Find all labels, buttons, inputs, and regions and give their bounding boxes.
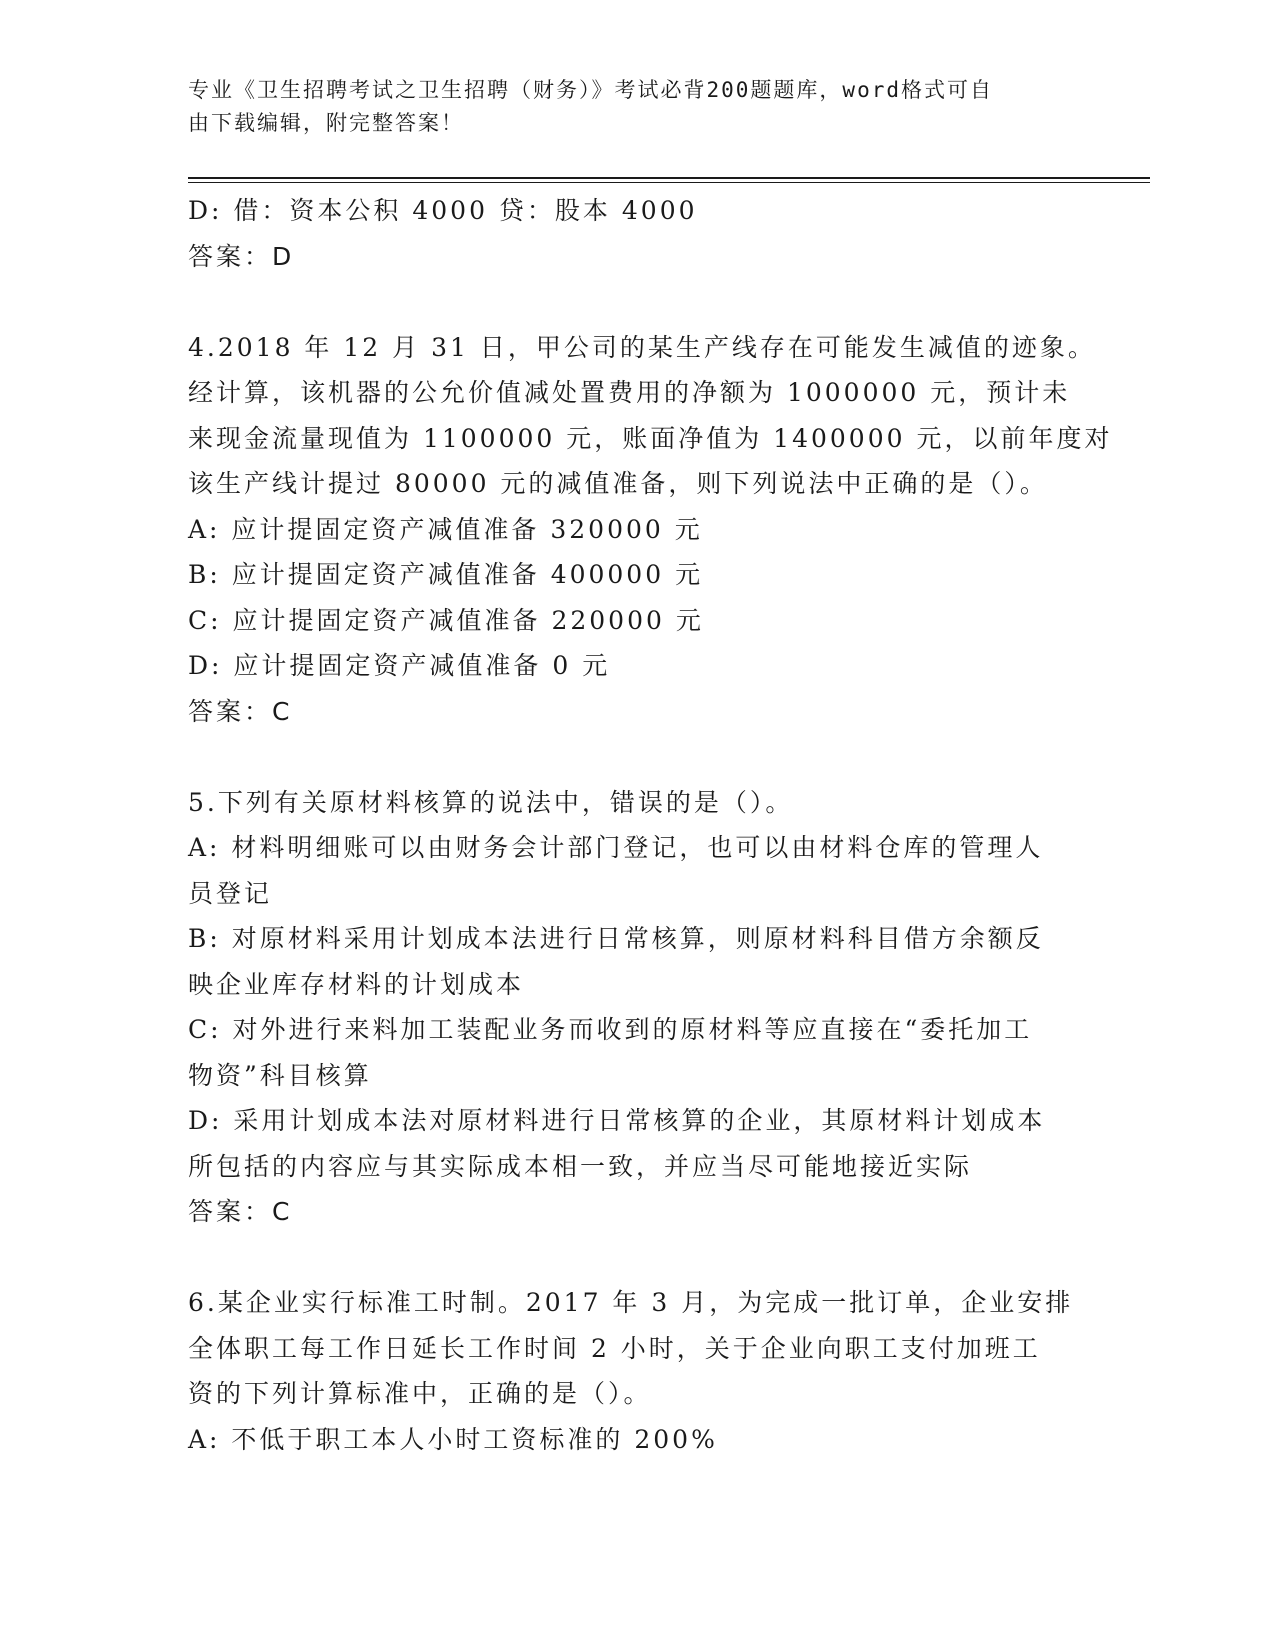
option-d: D: 应计提固定资产减值准备 0 元 xyxy=(188,651,611,680)
option-a-continued: 员登记 xyxy=(188,878,273,908)
question-stem-line: 5.下列有关原材料核算的说法中，错误的是（）。 xyxy=(188,787,794,817)
header-line-1: 专业《卫生招聘考试之卫生招聘（财务）》考试必背200题题库，word格式可自 xyxy=(188,78,993,102)
answer-line: 答案：D xyxy=(188,241,295,271)
question-6 xyxy=(188,1280,1088,1462)
spacer xyxy=(188,734,1088,780)
option-a: A: 应计提固定资产减值准备 320000 元 xyxy=(188,514,703,544)
spacer xyxy=(188,279,1088,325)
option-c: C: 应计提固定资产减值准备 220000 元 xyxy=(188,605,704,635)
option-b: B: 应计提固定资产减值准备 400000 元 xyxy=(188,560,704,589)
option-a: A: 材料明细账可以由财务会计部门登记，也可以由材料仓库的管理人 xyxy=(188,833,1044,862)
option-d: D: 采用计划成本法对原材料进行日常核算的企业，其原材料计划成本 xyxy=(188,1106,1046,1135)
question-stem-line: 来现金流量现值为 1100000 元，账面净值为 1400000 元，以前年度对 xyxy=(188,423,1113,453)
question-stem-line: 该生产线计提过 80000 元的减值准备，则下列说法中正确的是（）。 xyxy=(188,469,1048,498)
question-content xyxy=(188,188,1113,1462)
option-c: C: 对外进行来料加工装配业务而收到的原材料等应直接在“委托加工 xyxy=(188,1015,1033,1044)
option-d: D: 借：资本公积 4000 贷：股本 4000 xyxy=(188,196,698,225)
option-a: A: 不低于职工本人小时工资标准的 200% xyxy=(188,1424,718,1454)
answer-line: 答案：C xyxy=(188,1197,293,1226)
option-b: B: 对原材料采用计划成本法进行日常核算，则原材料科目借方余额反 xyxy=(188,924,1044,953)
header-rule-thick xyxy=(188,177,1150,179)
question-4 xyxy=(188,325,1113,735)
document-header xyxy=(188,74,1068,140)
header-rule-thin xyxy=(188,182,1150,183)
question-stem-line: 4.2018 年 12 月 31 日，甲公司的某生产线存在可能发生减值的迹象。 xyxy=(188,332,1096,362)
question-3-tail xyxy=(188,188,1088,279)
spacer xyxy=(188,1235,1088,1281)
option-c-continued: 物资”科目核算 xyxy=(188,1060,372,1090)
question-5 xyxy=(188,780,1088,1235)
question-stem-line: 资的下列计算标准中，正确的是（）。 xyxy=(188,1379,652,1408)
question-stem-line: 经计算，该机器的公允价值减处置费用的净额为 1000000 元，预计未 xyxy=(188,378,1071,407)
option-d-continued: 所包括的内容应与其实际成本相一致，并应当尽可能地接近实际 xyxy=(188,1151,973,1181)
answer-line: 答案：C xyxy=(188,696,293,726)
header-line-2: 由下载编辑，附完整答案！ xyxy=(188,111,464,135)
question-stem-line: 6.某企业实行标准工时制。2017 年 3 月，为完成一批订单，企业安排 xyxy=(188,1288,1074,1317)
option-b-continued: 映企业库存材料的计划成本 xyxy=(188,969,525,999)
question-stem-line: 全体职工每工作日延长工作时间 2 小时，关于企业向职工支付加班工 xyxy=(188,1333,1041,1363)
